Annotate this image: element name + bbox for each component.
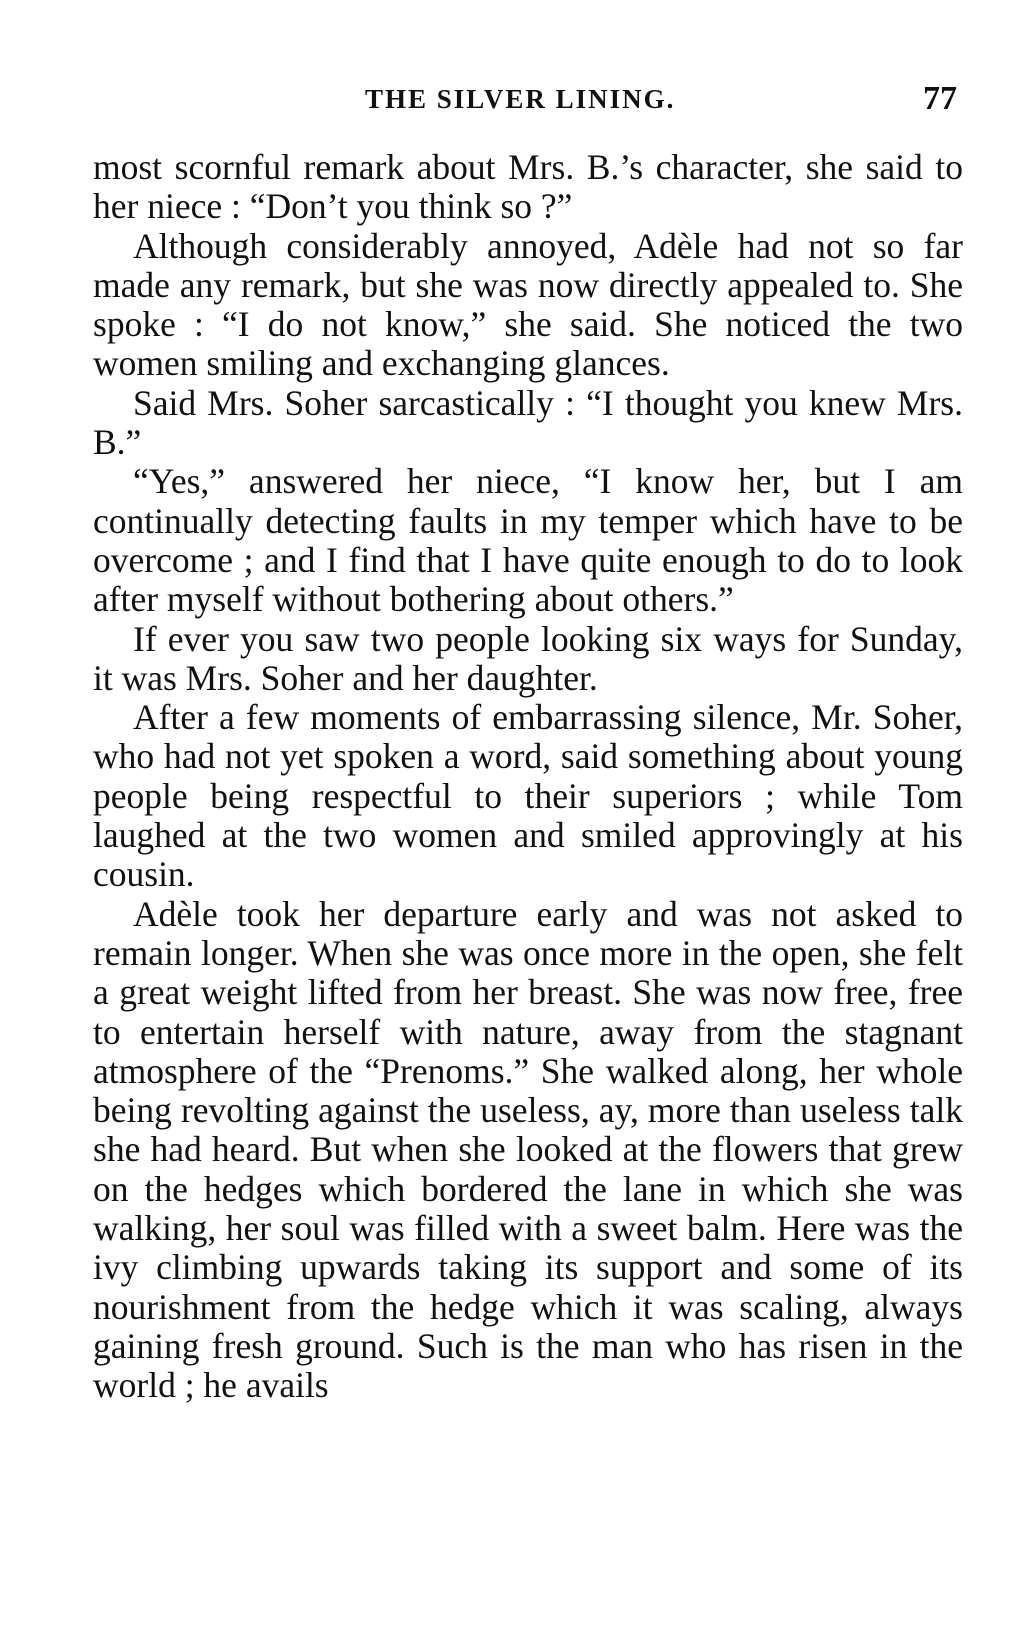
paragraph: If ever you saw two people looking six ways for Sunday, it was Mrs. Soher and her daughter. <box>93 618 963 698</box>
running-title: THE SILVER LINING. <box>365 84 676 114</box>
paragraph: Adèle took her departure early and was not asked to remain longer. When she was once more in the open, she felt a great weight lifted from her breast. She was now free, free to entertain herself with nature, away from the stagnant atmosphere of the “Prenoms.” She walked along, her whole being revolting against the useless, ay, more than useless talk she had heard. But when she looked at the flowers that grew on the hedges which bordered the lane in which she was walking, her soul was filled with a sweet balm. Here was the ivy climbing upwards taking its support and some of its nourishment from the hedge which it was scaling, always gaining fresh ground. Such is the man who has risen in the world ; he avails <box>93 893 963 1406</box>
body-text <box>93 148 963 1406</box>
paragraph: Although considerably annoyed, Adèle had not so far made any remark, but she was now directly appealed to. She spoke : “I do not know,” she said. She noticed the two women smiling and exchanging glances. <box>93 225 963 384</box>
paragraph-continued: most scornful remark about Mrs. B.’s character, she said to her niece : “Don’t you think so ?” <box>93 147 963 227</box>
paragraph: After a few moments of embarrassing silence, Mr. Soher, who had not yet spoken a word, said something about young people being respectful to their superiors ; while Tom laughed at the two women and smiled approvingly at his cousin. <box>93 697 963 895</box>
paragraph: Said Mrs. Soher sarcastically : “I thought you knew Mrs. B.” <box>93 382 963 463</box>
paragraph: “Yes,” answered her niece, “I know her, but I am continually detecting faults in my temper which have to be overcome ; and I find that I have quite enough to do to look after myself without bothering about others.” <box>93 461 963 620</box>
page-number: 77 <box>923 80 957 117</box>
running-head <box>95 80 965 124</box>
